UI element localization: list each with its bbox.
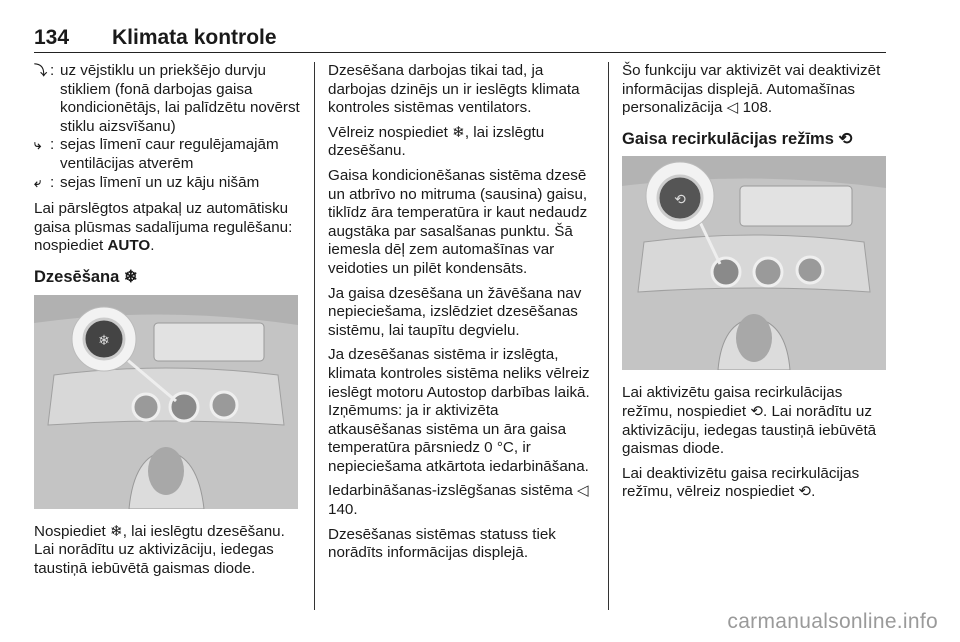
face-feet-airflow-icon: ⤶ (34, 174, 42, 190)
watermark: carmanualsonline.info (727, 610, 938, 633)
snowflake-icon: ❄ (123, 267, 138, 286)
auto-label: AUTO (107, 237, 151, 255)
intro-paragraph: Šo funkciju var aktivizēt vai deaktivizēt informācijas displejā. Automašīnas personalizācija ◁ 108. (622, 62, 881, 117)
recirc-heading: Gaisa recirkulācijas režīms ⟲ (622, 129, 853, 148)
face-airflow-icon: ⤷ (34, 137, 42, 153)
defrost-paragraph: Nospiediet ❄, lai ieslēgtu dzesēšanu. Lai norādītu uz aktivizāciju, iedegas taustiņā iebūvētā gaismas diode. (34, 522, 285, 577)
column-3 (622, 62, 886, 508)
paragraph: Ja dzesēšanas sistēma ir izslēgta, klimata kontroles sistēma neliks vēlreiz ieslēgt motoru Autostop darbības laikā. Izņēmums: ja ir aktivizēta atkausēšanas sistēma un āra gaisa temperatūra pārsniedz 0 °C, ir nepieciešama atkārtota iedarbināšana. (328, 346, 590, 475)
list-item-text: uz vējstiklu un priekšējo durvju stikliem (fonā darbojas gaisa kondicionētājs, lai palīdzētu novērst stiklu aizsvīšanu) (60, 62, 300, 135)
console-photo-recirc (622, 156, 886, 370)
svg-text:❄: ❄ (98, 332, 110, 349)
svg-text:⟲: ⟲ (674, 192, 686, 209)
list-item: ⤶ : sejas līmenī un uz kāju nišām (34, 174, 300, 193)
column-2 (328, 62, 596, 569)
recirculation-car-icon: ⟲ (838, 129, 853, 148)
page-title: Klimata kontrole (112, 26, 277, 49)
list-item: ⤵ : uz vējstiklu un priekšējo durvju stikliem (fonā darbojas gaisa kondicionētājs, lai palīdzētu novērst stiklu aizsvīšanu) (34, 62, 300, 135)
paragraph: Dzesēšanas sistēmas statuss tiek norādīts informācijas displejā. (328, 525, 556, 562)
list-item: ⤷ : sejas līmenī caur regulējamajām ventilācijas atverēm (34, 136, 300, 173)
console-photo-defrost (34, 295, 298, 509)
paragraph: Ja gaisa dzesēšana un žāvēšana nav nepieciešama, izslēdziet dzesēšanas sistēmu, lai taupītu degvielu. (328, 284, 582, 339)
paragraph: Gaisa kondicionēšanas sistēma dzesē un atbrīvo no mitruma (sausina) gaisu, tiklīdz āra temperatūra ir kaut nedaudz augstāka par sasalšanas punktu. Šā iemesla dēļ zem automašīnas var veidoties un pilēt kondensāts. (328, 166, 588, 277)
defrost-heading: Dzesēšana ❄ (34, 267, 138, 286)
column-divider-2 (608, 62, 609, 610)
list-item-text: sejas līmenī caur regulējamajām ventilācijas atverēm (60, 136, 279, 172)
recirc-paragraph-1: Lai aktivizētu gaisa recirkulācijas režīmu, nospiediet ⟲. Lai norādītu uz aktivizāciju, iedegas taustiņā iebūvētā gaismas diode. (622, 384, 877, 458)
paragraph: Vēlreiz nospiediet ❄, lai izslēgtu dzesēšanu. (328, 123, 545, 160)
column-divider-1 (314, 62, 315, 610)
cross-reference: Iedarbināšanas-izslēgšanas sistēma ◁ 140. (328, 482, 589, 519)
windscreen-airflow-icon: ⤵ (34, 63, 48, 78)
page-number: 134 (34, 26, 70, 49)
list-item-text: sejas līmenī un uz kāju nišām (60, 173, 260, 191)
paragraph: Dzesēšana darbojas tikai tad, ja darbojas dzinējs un ir ieslēgts klimata kontroles sistēmas ventilators. (328, 62, 580, 117)
column-1 (34, 62, 300, 584)
auto-paragraph: Lai pārslēgtos atpakaļ uz automātisku gaisa plūsmas sadalījuma regulēšanu: nospiediet AUTO. (34, 200, 293, 255)
page-header (34, 26, 886, 53)
recirc-paragraph-2: Lai deaktivizētu gaisa recirkulācijas režīmu, vēlreiz nospiediet ⟲. (622, 464, 860, 501)
